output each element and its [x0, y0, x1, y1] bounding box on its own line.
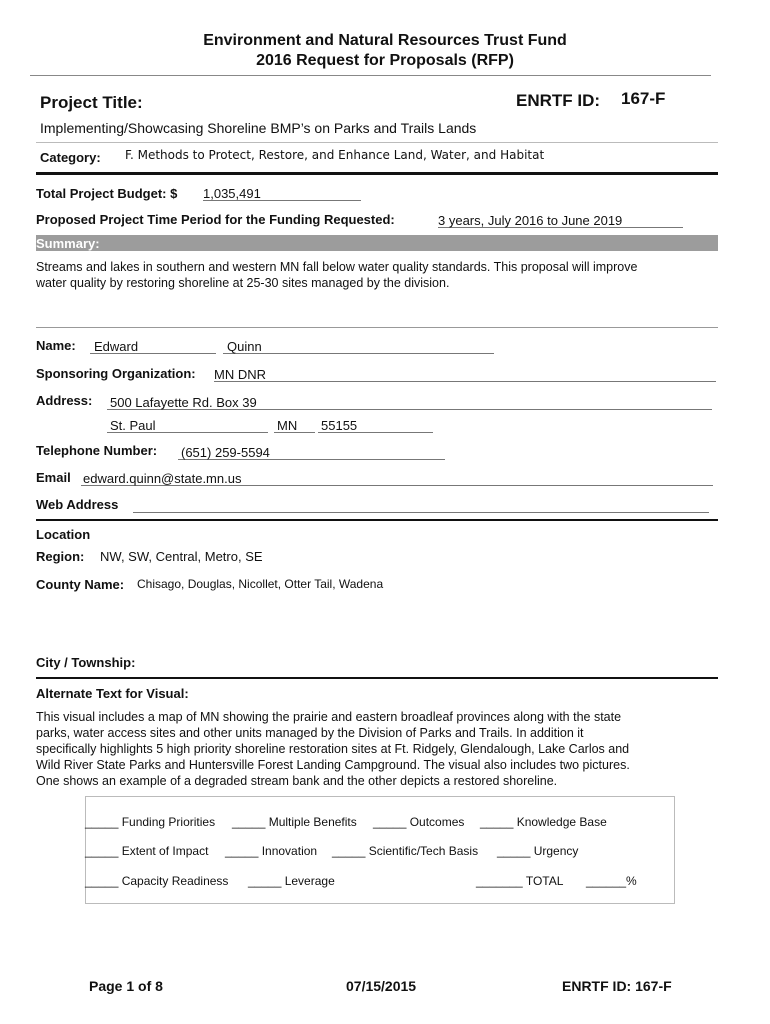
score-leverage: _____ Leverage	[248, 874, 335, 888]
score-innovation: _____ Innovation	[225, 844, 318, 858]
location-divider	[36, 677, 718, 679]
score-outcomes: _____ Outcomes	[373, 815, 465, 829]
phone-field: (651) 259-5594	[178, 445, 445, 460]
score-funding-priorities: _____ Funding Priorities	[85, 815, 216, 829]
org-field: MN DNR	[214, 367, 716, 382]
enrtf-id-value: 167-F	[621, 89, 666, 108]
category-divider	[36, 172, 718, 175]
summary-text	[36, 259, 726, 291]
score-multiple-benefits: _____ Multiple Benefits	[232, 815, 357, 829]
web-label: Web Address	[36, 497, 119, 512]
period-label: Proposed Project Time Period for the Funding Requested:	[36, 212, 395, 227]
alt-text-line: One shows an example of a degraded stream bank and the other depicts a restored shoreline.	[36, 774, 558, 788]
budget-value: 1,035,491	[203, 186, 361, 201]
project-title-label: Project Title:	[40, 93, 143, 112]
region-value: NW, SW, Central, Metro, SE	[100, 549, 263, 564]
alt-text-heading: Alternate Text for Visual:	[36, 686, 189, 701]
org-label: Sponsoring Organization:	[36, 366, 196, 381]
contact-divider	[36, 519, 718, 521]
summary-line-1: Streams and lakes in southern and western MN fall below water quality standards. This proposal will improve	[36, 260, 638, 274]
alt-text-line: Wild River State Parks and Huntersville Forest Landing Campground. The visual also includes two pictures.	[36, 758, 630, 772]
region-label: Region:	[36, 549, 85, 564]
zip-field: 55155	[318, 418, 433, 433]
score-percent: ______%	[586, 874, 637, 888]
alt-text-body	[36, 709, 726, 789]
city-field: St. Paul	[107, 418, 268, 433]
county-label: County Name:	[36, 577, 125, 592]
state-field: MN	[274, 418, 315, 433]
first-name-field: Edward	[90, 339, 216, 354]
address-label: Address:	[36, 393, 93, 408]
footer-page: Page 1 of 8	[89, 978, 163, 994]
score-urgency: _____ Urgency	[497, 844, 579, 858]
web-field	[133, 498, 709, 513]
budget-label: Total Project Budget: $	[36, 186, 178, 201]
location-heading: Location	[36, 527, 91, 542]
period-value: 3 years, July 2016 to June 2019	[438, 213, 683, 228]
category-value: F. Methods to Protect, Restore, and Enhance Land, Water, and Habitat	[125, 148, 545, 162]
alt-text-line: specifically highlights 5 high priority shoreline restoration sites at Ft. Ridgely, Glendalough, Lake Carlos and	[36, 742, 630, 756]
summary-bar	[36, 235, 718, 251]
score-total: _______ TOTAL	[476, 874, 564, 888]
summary-label: Summary:	[36, 236, 100, 251]
email-label: Email	[36, 470, 71, 485]
last-name-field: Quinn	[223, 339, 494, 354]
footer-date: 07/15/2015	[346, 978, 417, 994]
header-divider	[30, 75, 711, 76]
alt-text-line: This visual includes a map of MN showing the prairie and eastern broadleaf provinces along with the state	[36, 710, 622, 724]
alt-text-line: parks, water access sites and other units managed by the Division of Parks and Trails. In addition it	[36, 726, 584, 740]
score-knowledge-base: _____ Knowledge Base	[480, 815, 607, 829]
county-value: Chisago, Douglas, Nicollet, Otter Tail, Wadena	[137, 577, 384, 591]
footer-id: ENRTF ID: 167-F	[562, 978, 672, 994]
project-title-value: Implementing/Showcasing Shoreline BMP’s on Parks and Trails Lands	[40, 120, 477, 136]
phone-label: Telephone Number:	[36, 443, 158, 458]
score-capacity-readiness: _____ Capacity Readiness	[85, 874, 229, 888]
street-field: 500 Lafayette Rd. Box 39	[107, 395, 712, 410]
score-scientific-tech-basis: _____ Scientific/Tech Basis	[332, 844, 479, 858]
email-field: edward.quinn@state.mn.us	[81, 471, 713, 486]
header-subtitle: 2016 Request for Proposals (RFP)	[256, 52, 514, 69]
title-divider	[36, 142, 718, 143]
summary-line-2: water quality by restoring shoreline at 25-30 sites managed by the division.	[36, 276, 450, 290]
category-label: Category:	[40, 150, 101, 165]
header-title: Environment and Natural Resources Trust Fund	[203, 32, 567, 49]
city-township-label: City / Township:	[36, 655, 136, 670]
enrtf-id-label: ENRTF ID:	[516, 91, 601, 110]
score-extent-of-impact: _____ Extent of Impact	[85, 844, 209, 858]
summary-divider	[36, 327, 718, 328]
name-label: Name:	[36, 338, 76, 353]
